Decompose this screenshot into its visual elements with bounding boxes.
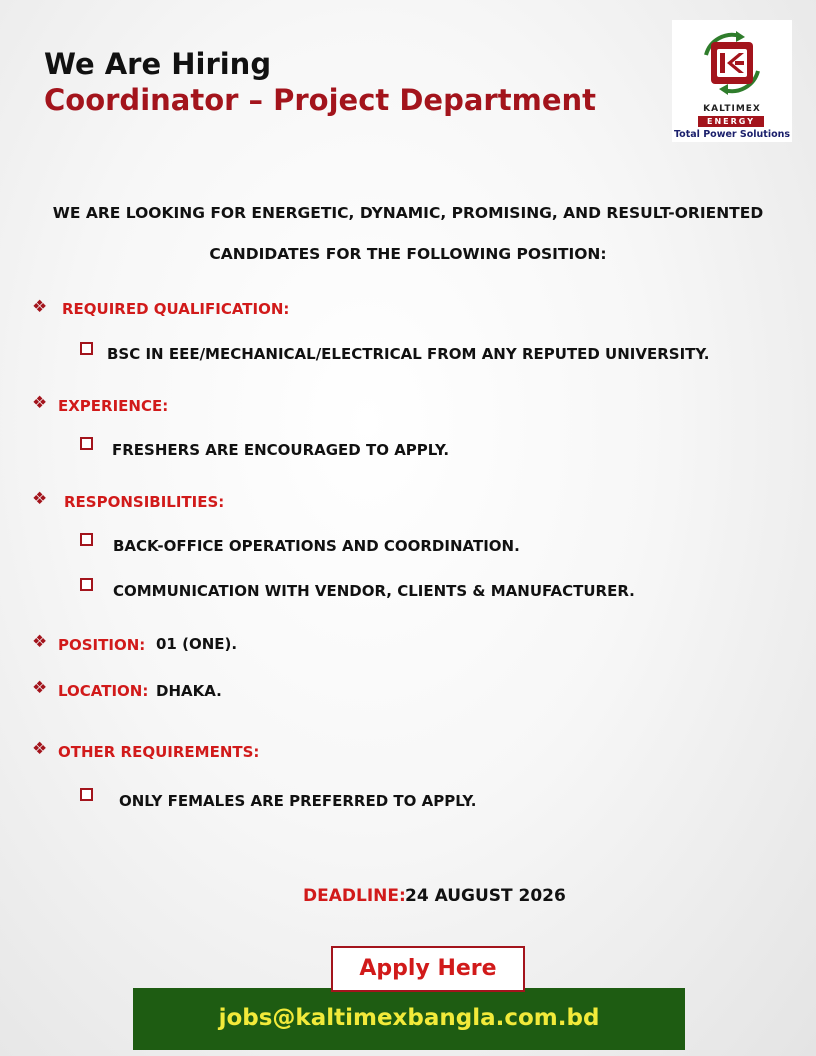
diamond-bullet-icon: ❖ [32, 678, 48, 698]
section-experience-label: EXPERIENCE: [58, 397, 169, 415]
diamond-bullet-icon: ❖ [32, 632, 48, 652]
checkbox-bullet-icon [80, 342, 93, 355]
other-requirement-item: ONLY FEMALES ARE PREFERRED TO APPLY. [119, 792, 477, 810]
company-logo [672, 20, 792, 142]
diamond-bullet-icon: ❖ [32, 297, 48, 317]
logo-tagline: Total Power Solutions [673, 129, 791, 140]
diamond-bullet-icon: ❖ [32, 739, 48, 759]
email-link[interactable]: jobs@kaltimexbangla.com.bd [133, 988, 685, 1050]
deadline-date: 24 AUGUST 2026 [405, 886, 566, 906]
experience-item: FRESHERS ARE ENCOURAGED TO APPLY. [112, 441, 450, 459]
section-location-label: LOCATION: [58, 682, 149, 700]
checkbox-bullet-icon [80, 578, 93, 591]
section-other-label: OTHER REQUIREMENTS: [58, 743, 260, 761]
deadline-label: DEADLINE: [303, 886, 406, 906]
responsibility-item: COMMUNICATION WITH VENDOR, CLIENTS & MANUFACTURER. [113, 582, 635, 600]
diamond-bullet-icon: ❖ [32, 393, 48, 413]
apply-here-button[interactable]: Apply Here [331, 946, 525, 992]
intro-line-1: WE ARE LOOKING FOR ENERGETIC, DYNAMIC, PROMISING, AND RESULT-ORIENTED [52, 204, 764, 222]
diamond-bullet-icon: ❖ [32, 489, 48, 509]
intro-line-2: CANDIDATES FOR THE FOLLOWING POSITION: [209, 245, 607, 263]
section-qualification-label: REQUIRED QUALIFICATION: [62, 300, 290, 318]
responsibility-item: BACK-OFFICE OPERATIONS AND COORDINATION. [113, 537, 520, 555]
qualification-item: BSC IN EEE/MECHANICAL/ELECTRICAL FROM ANY REPUTED UNIVERSITY. [107, 345, 710, 363]
logo-company-name: KALTIMEX [703, 104, 761, 114]
section-responsibilities-label: RESPONSIBILITIES: [64, 493, 225, 511]
checkbox-bullet-icon [80, 788, 93, 801]
kaltimex-energy-logo-icon [696, 27, 768, 99]
hiring-heading: We Are Hiring [44, 47, 272, 81]
job-title: Coordinator – Project Department [44, 83, 596, 117]
position-value: 01 (ONE). [156, 635, 238, 653]
location-value: DHAKA. [156, 682, 222, 700]
logo-energy-band: ENERGY [698, 116, 764, 127]
section-position-label: POSITION: [58, 636, 146, 654]
checkbox-bullet-icon [80, 533, 93, 546]
checkbox-bullet-icon [80, 437, 93, 450]
